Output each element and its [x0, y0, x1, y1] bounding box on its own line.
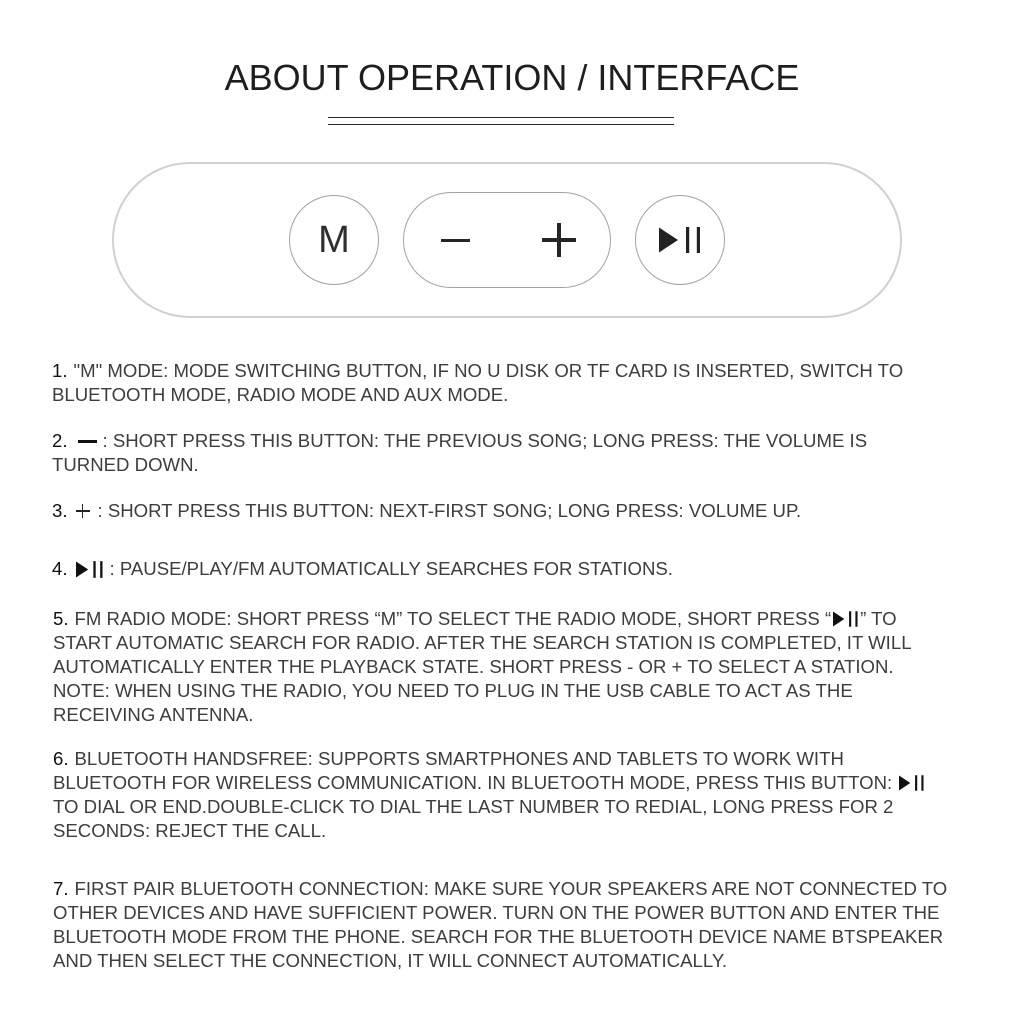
instruction-line	[52, 453, 867, 477]
instruction-line	[53, 631, 912, 655]
instruction-item	[53, 747, 926, 843]
volume-up-button[interactable]	[507, 193, 610, 287]
instruction-item	[52, 557, 673, 581]
instruction-text: AND THEN SELECT THE CONNECTION, IT WILL CONNECT AUTOMATICALLY.	[53, 950, 727, 971]
instruction-text: BLUETOOTH MODE FROM THE PHONE. SEARCH FOR THE BLUETOOTH DEVICE NAME BTSPEAKER	[53, 926, 944, 947]
instruction-line	[53, 679, 912, 703]
volume-control	[403, 192, 611, 288]
instruction-text-after-icon: ” TO	[860, 608, 897, 629]
instruction-item	[53, 607, 912, 727]
instruction-text: BLUETOOTH HANDSFREE: SUPPORTS SMARTPHONES AND TABLETS TO WORK WITH	[74, 748, 844, 769]
minus-icon	[441, 239, 470, 242]
minus-icon	[78, 440, 97, 443]
instruction-text: "M" MODE: MODE SWITCHING BUTTON, IF NO U DISK OR TF CARD IS INSERTED, SWITCH TO	[73, 360, 904, 381]
instruction-line	[53, 655, 912, 679]
instruction-line	[53, 795, 926, 819]
instruction-number: 2.	[52, 430, 68, 451]
volume-down-button[interactable]	[404, 193, 507, 287]
instruction-item	[52, 499, 801, 523]
play-pause-icon	[833, 611, 858, 627]
instruction-text: SECONDS: REJECT THE CALL.	[53, 820, 327, 841]
instruction-line	[52, 383, 903, 407]
instruction-number: 7.	[53, 878, 69, 899]
instruction-line	[53, 819, 926, 843]
play-pause-button[interactable]	[635, 195, 725, 285]
play-pause-icon	[899, 775, 924, 791]
instruction-line	[52, 499, 801, 523]
play-pause-icon	[659, 227, 701, 253]
instruction-line	[52, 359, 903, 383]
instruction-line	[52, 557, 673, 581]
instruction-line	[53, 703, 912, 727]
instruction-text: AUTOMATICALLY ENTER THE PLAYBACK STATE. SHORT PRESS - OR + TO SELECT A STATION.	[53, 656, 894, 677]
plus-icon	[542, 223, 576, 257]
instruction-number: 3.	[52, 500, 68, 521]
instruction-text: : PAUSE/PLAY/FM AUTOMATICALLY SEARCHES FOR STATIONS.	[109, 558, 673, 579]
plus-icon	[76, 504, 90, 518]
instruction-line	[53, 877, 947, 901]
instruction-text: TURNED DOWN.	[52, 454, 199, 475]
play-pause-icon	[76, 561, 103, 578]
instruction-text: BLUETOOTH MODE, RADIO MODE AND AUX MODE.	[52, 384, 509, 405]
instruction-text: NOTE: WHEN USING THE RADIO, YOU NEED TO PLUG IN THE USB CABLE TO ACT AS THE	[53, 680, 853, 701]
title-divider	[328, 117, 674, 125]
instruction-item	[52, 429, 867, 477]
instruction-text: OTHER DEVICES AND HAVE SUFFICIENT POWER. TURN ON THE POWER BUTTON AND ENTER THE	[53, 902, 940, 923]
instruction-text: TO DIAL OR END.DOUBLE-CLICK TO DIAL THE LAST NUMBER TO REDIAL, LONG PRESS FOR 2	[53, 796, 894, 817]
instruction-line	[53, 747, 926, 771]
instruction-number: 6.	[53, 748, 69, 769]
instruction-item	[52, 359, 903, 407]
instruction-line	[53, 925, 947, 949]
instruction-text: START AUTOMATIC SEARCH FOR RADIO. AFTER THE SEARCH STATION IS COMPLETED, IT WILL	[53, 632, 912, 653]
instruction-text: : SHORT PRESS THIS BUTTON: NEXT-FIRST SONG; LONG PRESS: VOLUME UP.	[97, 500, 802, 521]
mode-button[interactable]	[289, 195, 379, 285]
instruction-line	[52, 429, 867, 453]
instruction-line	[53, 901, 947, 925]
instruction-text: FM RADIO MODE: SHORT PRESS “M” TO SELECT THE RADIO MODE, SHORT PRESS “	[74, 608, 832, 629]
page-title: ABOUT OPERATION / INTERFACE	[224, 57, 800, 98]
instruction-line	[53, 949, 947, 973]
instruction-text: : SHORT PRESS THIS BUTTON: THE PREVIOUS SONG; LONG PRESS: THE VOLUME IS	[102, 430, 868, 451]
instruction-text: BLUETOOTH FOR WIRELESS COMMUNICATION. IN BLUETOOTH MODE, PRESS THIS BUTTON:	[53, 772, 898, 793]
instruction-line	[53, 607, 912, 631]
instruction-line	[53, 771, 926, 795]
instruction-text: FIRST PAIR BLUETOOTH CONNECTION: MAKE SURE YOUR SPEAKERS ARE NOT CONNECTED TO	[74, 878, 948, 899]
instruction-number: 5.	[53, 608, 69, 629]
instruction-text: RECEIVING ANTENNA.	[53, 704, 254, 725]
mode-button-label: M	[318, 219, 350, 261]
instruction-item	[53, 877, 947, 973]
instruction-number: 1.	[52, 360, 68, 381]
instruction-number: 4.	[52, 558, 68, 579]
